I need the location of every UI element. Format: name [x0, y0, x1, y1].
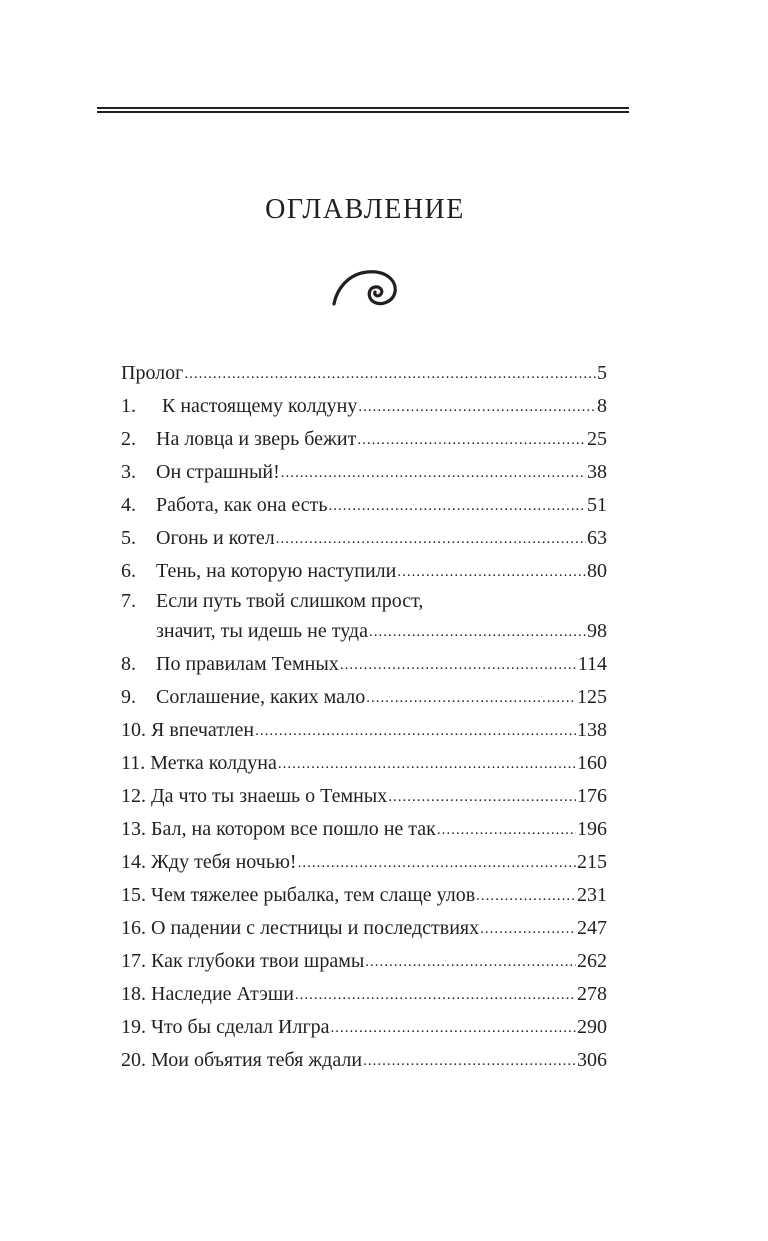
toc-entry-title: Огонь и котел [156, 527, 275, 549]
toc-entry[interactable] [121, 456, 607, 489]
toc-entry-number: 13. [121, 818, 146, 840]
dot-leader [397, 556, 586, 589]
dot-leader [255, 715, 576, 748]
toc-entry-page: 25 [587, 428, 607, 450]
toc-entry-page: 290 [577, 1016, 607, 1038]
toc-entry[interactable] [121, 780, 607, 813]
toc-entry[interactable] [121, 681, 607, 714]
toc-entry-number: 5. [121, 527, 136, 549]
header-rule-bottom [97, 111, 629, 113]
toc-entry-number: 11. [121, 752, 146, 774]
dot-leader [369, 616, 586, 649]
toc-entry-title: Мои объятия тебя ждали [151, 1049, 363, 1071]
toc-entry-number: 16. [121, 917, 146, 939]
toc-entry[interactable] [121, 423, 607, 456]
toc-entry[interactable] [121, 912, 607, 945]
toc-entry[interactable] [121, 522, 607, 555]
toc-entry-number: 1. [121, 395, 136, 417]
dot-leader [276, 523, 586, 556]
toc-entry-title: Тень, на которую наступили [156, 560, 397, 582]
dot-leader [366, 682, 576, 715]
toc-entry-number: 14. [121, 851, 146, 873]
toc-entry-title: Он страшный! [156, 461, 280, 483]
dot-leader [340, 649, 577, 682]
toc-entry-page: 278 [577, 983, 607, 1005]
toc-entry-title: Жду тебя ночью! [151, 851, 297, 873]
toc-entry-title: Чем тяжелее рыбалка, тем слаще улов [151, 884, 476, 906]
toc-entry-page: 98 [587, 620, 607, 642]
toc-entry[interactable] [121, 555, 607, 588]
dot-leader [184, 358, 596, 391]
toc-entry-page: 215 [577, 851, 607, 873]
toc-entry-title: Что бы сделал Илгра [151, 1016, 330, 1038]
toc-entry-page: 160 [577, 752, 607, 774]
toc-entry[interactable] [121, 489, 607, 522]
toc-entry-page: 80 [587, 560, 607, 582]
toc-entry[interactable] [121, 648, 607, 681]
toc-entry-number: 7. [121, 590, 136, 612]
toc-entry-number: 12. [121, 785, 146, 807]
toc-entry-title: Наследие Атэши [151, 983, 294, 1005]
dot-leader [358, 391, 596, 424]
toc-entry[interactable] [121, 813, 607, 846]
toc-entry-number: 15. [121, 884, 146, 906]
toc-entry[interactable] [121, 1044, 607, 1077]
dot-leader [437, 814, 576, 847]
toc-entry[interactable] [121, 879, 607, 912]
dot-leader [480, 913, 576, 946]
dot-leader [278, 748, 576, 781]
toc-entry-title: По правилам Темных [156, 653, 339, 675]
toc-entry-title: Метка колдуна [150, 752, 277, 774]
toc-entry-page: 306 [577, 1049, 607, 1071]
toc-entry-number: 2. [121, 428, 136, 450]
dot-leader [328, 490, 586, 523]
toc-entry-number: 8. [121, 653, 136, 675]
header-rule-top [97, 107, 629, 109]
dot-leader [388, 781, 576, 814]
dot-leader [357, 424, 586, 457]
toc-entry-page: 38 [587, 461, 607, 483]
toc-entry-number: 4. [121, 494, 136, 516]
toc-entry-page: 247 [577, 917, 607, 939]
toc-entry[interactable] [121, 1011, 607, 1044]
spiral-flourish-icon [331, 262, 401, 308]
toc-entry-page: 231 [577, 884, 607, 906]
dot-leader [363, 1045, 576, 1078]
dot-leader [365, 946, 576, 979]
toc-entry-title: Работа, как она есть [156, 494, 328, 516]
page-title: ОГЛАВЛЕНИЕ [265, 194, 465, 225]
toc-entry-number: 3. [121, 461, 136, 483]
toc-entry[interactable] [121, 747, 607, 780]
toc-entry-number: 17. [121, 950, 146, 972]
toc-entry-title: Бал, на котором все пошло не так [151, 818, 436, 840]
toc-entry-number: 9. [121, 686, 136, 708]
toc-entry-page: 5 [597, 362, 607, 384]
toc-entry-page: 176 [577, 785, 607, 807]
toc-entry-number: 6. [121, 560, 136, 582]
toc-entry-title: Я впечатлен [151, 719, 255, 741]
toc-entry[interactable] [121, 978, 607, 1011]
toc-entry-page: 125 [577, 686, 607, 708]
toc-entry-title: О падении с лестницы и последствиях [151, 917, 480, 939]
toc-entry-number: 18. [121, 983, 146, 1005]
toc-entry-page: 114 [577, 653, 607, 675]
dot-leader [476, 880, 576, 913]
toc-entry[interactable] [121, 846, 607, 879]
toc-entry-page: 262 [577, 950, 607, 972]
toc-entry-title: Пролог [121, 362, 184, 384]
toc-entry-page: 138 [577, 719, 607, 741]
dot-leader [281, 457, 586, 490]
toc-entry-title: Соглашение, каких мало [156, 686, 366, 708]
toc-entry-page: 196 [577, 818, 607, 840]
toc-entry-title: Как глубоки твои шрамы [151, 950, 365, 972]
toc-entry-number: 19. [121, 1016, 146, 1038]
toc-entry[interactable] [121, 714, 607, 747]
toc-entry[interactable] [121, 588, 607, 648]
dot-leader [298, 847, 576, 880]
toc-entry-title: Да что ты знаешь о Темных [151, 785, 388, 807]
toc-entry-title: На ловца и зверь бежит [156, 428, 357, 450]
toc-entry[interactable] [121, 945, 607, 978]
toc-entry[interactable] [121, 390, 607, 423]
toc-entry-prologue[interactable] [121, 357, 607, 390]
toc-entry-title-line1: Если путь твой слишком прост, [156, 590, 424, 612]
toc-entry-page: 8 [597, 395, 607, 417]
dot-leader [295, 979, 576, 1012]
toc-entry-page: 63 [587, 527, 607, 549]
dot-leader [331, 1012, 576, 1045]
toc-entry-title: К настоящему колдуну [162, 395, 358, 417]
table-of-contents [121, 357, 607, 1077]
toc-entry-number: 10. [121, 719, 146, 741]
toc-entry-title-line2: значит, ты идешь не туда [156, 620, 368, 642]
toc-entry-number: 20. [121, 1049, 146, 1071]
toc-entry-page: 51 [587, 494, 607, 516]
